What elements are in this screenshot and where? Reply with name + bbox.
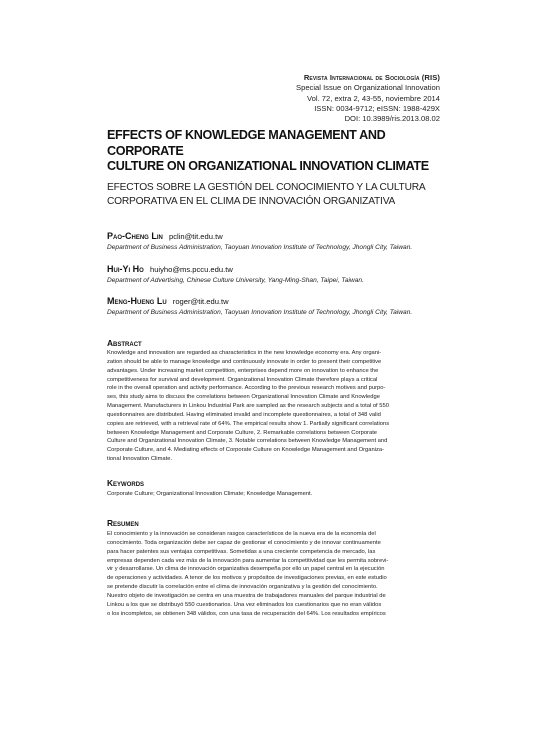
resumen-line: Nuestro objeto de investigación se centra en una muestra de trabajadores manuales del parque industrial de <box>107 592 386 599</box>
abstract-line: zation should be able to manage knowledge and continuously innovate in order to present their competitive <box>107 358 382 365</box>
abstract-line: Management. Manufacturers in Linkou Industrial Park are sampled as the research subjects and a total of 550 <box>107 403 389 410</box>
abstract-line: questionnaires are distributed. Having eliminated invalid and incomplete questionnaires, a total of 348 valid <box>107 411 381 418</box>
abstract-line: copies are retrieved, with a retrieval rate of 64%. The empirical results show 1. Partially significant correlations <box>107 420 390 427</box>
abstract-line: role in the overall operation and activity performance. According to the previous research motives and purpo- <box>107 385 386 392</box>
resumen-line: empresas dependen cada vez más de la innovación para aumentar la competitividad que les permita sobrevi- <box>107 557 389 564</box>
abstract-line: Corporate Culture, and 4. Mediating effects of Corporate Culture on Knowledge Management and Organiza- <box>107 447 385 454</box>
resumen-line: o los incompletos, se obtienen 348 válidos, con una tasa de recuperación del 64%. Los resultados empíricos <box>107 610 386 617</box>
journal-doi: DOI: 10.3989/ris.2013.08.02 <box>344 114 440 124</box>
resumen-line: Linkou a los que se distribuyó 550 cuestionarios. Una vez eliminados los cuestionarios que no eran válidos <box>107 601 382 608</box>
abstract-line: competitiveness for survival and development. Organizational Innovation Climate therefore plays a critical <box>107 376 378 383</box>
author-email[interactable]: roger@tit.edu.tw <box>172 297 229 306</box>
english-title-line: EFFECTS OF KNOWLEDGE MANAGEMENT AND CORPORATE <box>107 128 386 158</box>
abstract-line: ses, this study aims to discuss the correlations between Organizational Innovation Climate and Knowledge <box>107 394 380 401</box>
author-email[interactable]: huiyho@ms.pccu.edu.tw <box>149 265 233 274</box>
journal-issue: Special Issue on Organizational Innovation <box>296 83 440 93</box>
resumen-line: conocimiento. Toda organización debe ser capaz de gestionar el conocimiento y de innovar continuamente <box>107 539 381 546</box>
abstract-line: advantages. Under increasing market competition, enterprises depend more on innovation to enhance the <box>107 367 379 374</box>
abstract-body <box>107 349 441 464</box>
resumen-heading: Resumen <box>107 518 139 528</box>
keywords-text: Corporate Culture; Organizational Innovation Climate; Knowledge Management. <box>107 491 313 497</box>
author-2 <box>107 264 233 274</box>
author-1-affiliation: Department of Business Administration, Taoyuan Innovation Institute of Technology, Jhongli City, Taiwan. <box>107 244 413 251</box>
spanish-title-line: EFECTOS SOBRE LA GESTIÓN DEL CONOCIMIENTO Y LA CULTURA <box>107 182 426 193</box>
journal-name: Revista Internacional de Sociología (RIS) <box>303 73 440 82</box>
abstract-line: tional Innovation Climate. <box>107 456 173 463</box>
abstract-line: Knowledge and innovation are regarded as characteristics in the new knowledge economy era. Any organi- <box>107 350 382 356</box>
spanish-title-line: CORPORATIVA EN EL CLIMA DE INNOVACIÓN ORGANIZATIVA <box>107 195 396 207</box>
keywords-body <box>107 490 441 499</box>
journal-header <box>296 73 440 124</box>
author-name: Meng-Hueng Lu <box>107 296 167 306</box>
journal-volume: Vol. 72, extra 2, 43-55, noviembre 2014 <box>307 93 440 103</box>
abstract-line: Culture and Organizational Innovation Climate, 3. Notable correlations between Knowledge Management and <box>107 438 388 445</box>
author-email[interactable]: pclin@tit.edu.tw <box>168 232 223 241</box>
resumen-line: vir y desarrollarse. Un clima de innovación organizativa desempeña por ello un papel central en la ejecución <box>107 566 385 573</box>
abstract-line: between Knowledge Management and Corporate Culture, 2. Remarkable correlations between Corporate <box>107 429 378 436</box>
resumen-line: El conocimiento y la innovación se consideran rasgos característicos de la nueva era de la economía del <box>107 531 376 537</box>
resumen-line: se pretende discutir la correlación entre el clima de innovación organizativa y la gestión del conocimiento. <box>107 584 378 591</box>
author-name: Hui-Yi Ho <box>107 264 144 274</box>
journal-issn: ISSN: 0034-9712; eISSN: 1988-429X <box>314 103 440 113</box>
author-2-affiliation: Department of Advertising, Chinese Culture University, Yang-Ming-Shan, Taipei, Taiwan. <box>107 277 364 284</box>
keywords-heading: Keywords <box>107 478 145 488</box>
author-1 <box>107 231 223 241</box>
resumen-line: de operaciones y actividades. A tenor de los motivos y propósitos de investigaciones previas, en este estudio <box>107 575 387 582</box>
author-3-affiliation: Department of Business Administration, Taoyuan Innovation Institute of Technology, Jhongli City, Taiwan. <box>107 309 413 316</box>
resumen-line: para hacer patentes sus ventajas competitivas. Sometidas a una creciente competencia de mercado, las <box>107 548 376 555</box>
author-name: Pao-Cheng Lin <box>107 231 163 241</box>
spanish-title <box>107 181 447 208</box>
abstract-heading: Abstract <box>107 338 142 348</box>
author-3 <box>107 296 229 306</box>
english-title-line: CULTURE ON ORGANIZATIONAL INNOVATION CLIMATE <box>107 159 429 173</box>
resumen-body <box>107 530 441 618</box>
english-title <box>107 128 447 175</box>
